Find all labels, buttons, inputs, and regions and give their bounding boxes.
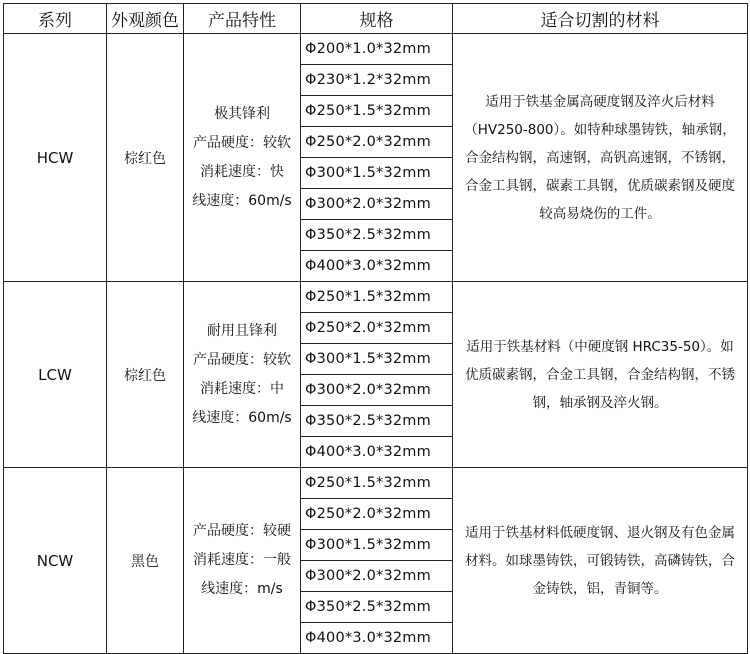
table-row xyxy=(4,34,748,282)
spec-item: Φ200*1.0*32mm xyxy=(301,34,452,65)
specs-cell xyxy=(301,34,453,282)
materials-cell xyxy=(453,34,748,282)
header-row xyxy=(4,4,748,34)
feature-line: 耐用且锋利 xyxy=(207,322,277,339)
features-cell xyxy=(184,282,301,468)
material-line: 较高易烧伤的工件。 xyxy=(539,205,661,222)
materials-cell xyxy=(453,282,748,468)
spec-item: Φ250*2.0*32mm xyxy=(301,127,452,158)
spec-item: Φ300*1.5*32mm xyxy=(301,344,452,375)
spec-item: Φ300*2.0*32mm xyxy=(301,561,452,592)
materials-cell xyxy=(453,468,748,654)
feature-line: 线速度：m/s xyxy=(201,581,283,597)
material-line: 钢，轴承钢及淬火钢。 xyxy=(532,394,668,411)
spec-item: Φ350*2.5*32mm xyxy=(301,220,452,251)
material-line: 适用于铁基金属高硬度钢及淬火后材料 xyxy=(485,93,715,110)
spec-item: Φ350*2.5*32mm xyxy=(301,592,452,623)
spec-item: Φ300*2.0*32mm xyxy=(301,375,452,406)
feature-line: 产品硬度：较软 xyxy=(193,134,291,151)
header-materials: 适合切割的材料 xyxy=(453,4,748,34)
features-cell xyxy=(184,468,301,654)
table-row xyxy=(4,282,748,468)
series-cell: LCW xyxy=(4,282,107,468)
color-cell: 棕红色 xyxy=(107,282,184,468)
material-line: （HV250-800）。如特种球墨铸铁，轴承钢， xyxy=(464,121,736,138)
specs-cell xyxy=(301,282,453,468)
specs-cell xyxy=(301,468,453,654)
header-color: 外观颜色 xyxy=(107,4,184,34)
feature-line: 线速度：60m/s xyxy=(192,409,292,426)
spec-item: Φ400*3.0*32mm xyxy=(305,630,431,646)
spec-item: Φ350*2.5*32mm xyxy=(301,406,452,437)
spec-item: Φ300*1.5*32mm xyxy=(301,530,452,561)
feature-line: 产品硬度：较硬 xyxy=(193,523,291,539)
product-spec-table xyxy=(3,3,748,654)
header-features: 产品特性 xyxy=(184,4,301,34)
features-cell xyxy=(184,34,301,282)
spec-item: Φ300*2.0*32mm xyxy=(301,189,452,220)
feature-line: 极其锋利 xyxy=(214,105,270,122)
feature-line: 线速度：60m/s xyxy=(192,192,292,209)
material-line: 适用于铁基材料低硬度钢、退火钢及有色金属 xyxy=(465,524,735,541)
color-cell: 棕红色 xyxy=(107,34,184,282)
feature-line: 消耗速度：中 xyxy=(200,380,284,397)
table-row xyxy=(4,468,748,654)
material-line: 材料。如球墨铸铁，可锻铸铁，高磷铸铁，合 xyxy=(465,552,735,569)
spec-item: Φ300*1.5*32mm xyxy=(301,158,452,189)
spec-item: Φ250*2.0*32mm xyxy=(301,499,452,530)
header-specs: 规格 xyxy=(301,4,453,34)
color-cell: 黑色 xyxy=(107,468,184,654)
spec-item: Φ250*1.5*32mm xyxy=(301,468,452,499)
header-series: 系列 xyxy=(4,4,107,34)
material-line: 合金结构钢，高速钢，高钒高速钢，不锈钢， xyxy=(465,149,735,166)
spec-item: Φ230*1.2*32mm xyxy=(301,65,452,96)
feature-line: 消耗速度：快 xyxy=(200,163,284,180)
feature-line: 产品硬度：较软 xyxy=(193,351,291,368)
series-cell: HCW xyxy=(4,34,107,282)
material-line: 优质碳素钢，合金工具钢，合金结构钢，不锈 xyxy=(465,366,735,383)
material-line: 金铸铁，铝，青铜等。 xyxy=(532,580,668,597)
spec-item: Φ400*3.0*32mm xyxy=(305,258,431,274)
spec-item: Φ250*2.0*32mm xyxy=(301,313,452,344)
spec-item: Φ400*3.0*32mm xyxy=(305,444,431,460)
series-cell: NCW xyxy=(4,468,107,654)
material-line: 适用于铁基材料（中硬度钢 HRC35-50）。如 xyxy=(466,338,734,355)
spec-item: Φ250*1.5*32mm xyxy=(301,96,452,127)
feature-line: 消耗速度：一般 xyxy=(193,552,291,568)
material-line: 合金工具钢，碳素工具钢，优质碳素钢及硬度 xyxy=(465,177,735,194)
spec-item: Φ250*1.5*32mm xyxy=(301,282,452,313)
